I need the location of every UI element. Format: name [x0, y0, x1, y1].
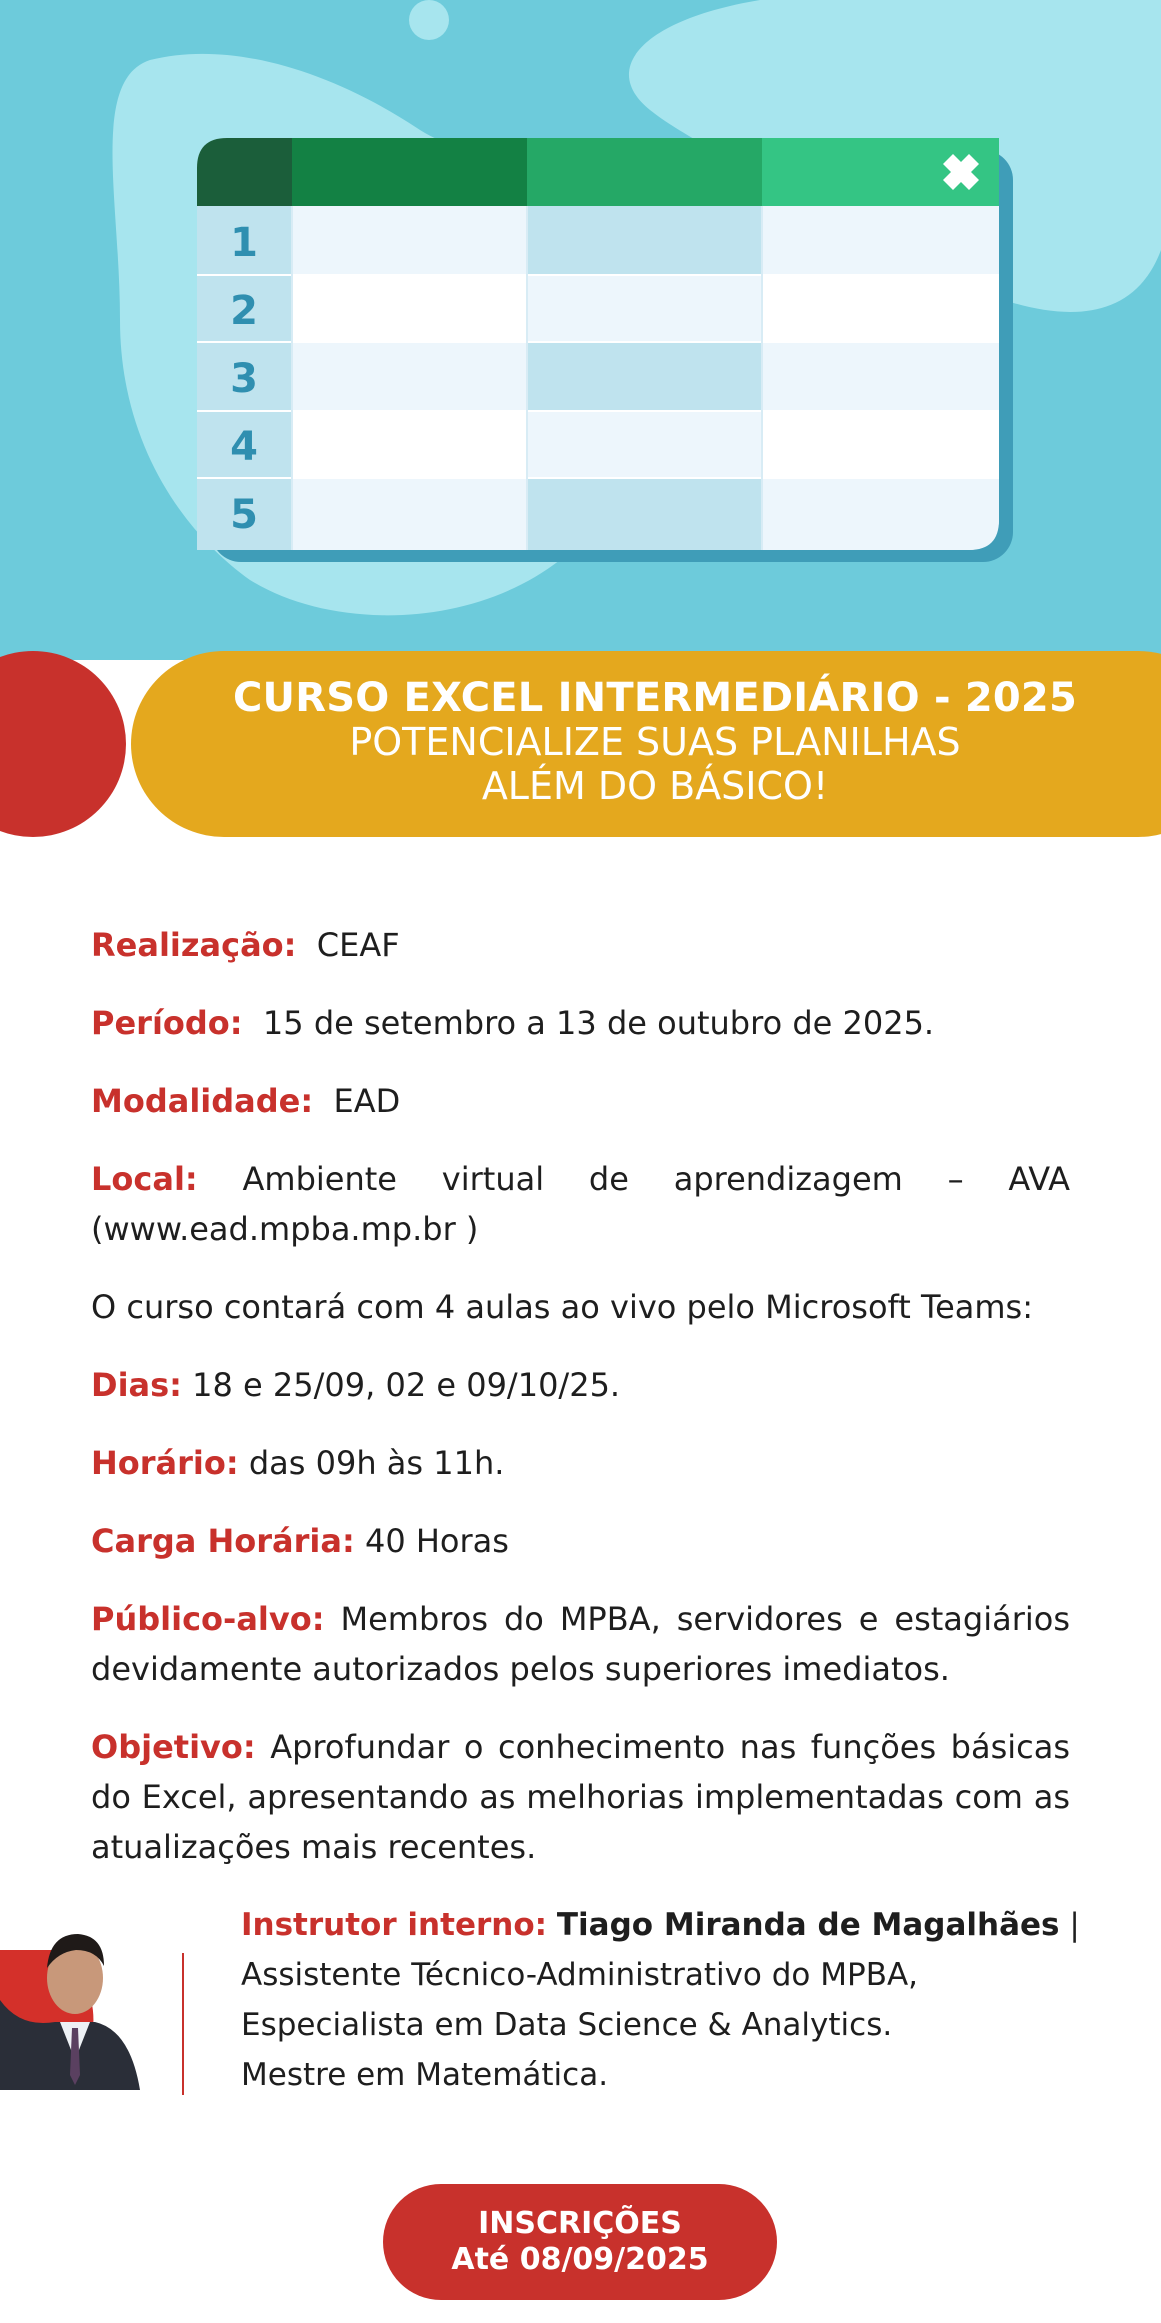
publico-value: Membros do MPBA, servidores e estagiários devidamente autorizados pelos superiores imediatos.	[91, 1600, 1071, 1688]
row-number-3: 3	[230, 356, 258, 402]
info-modalidade	[91, 1076, 1070, 1126]
course-info	[91, 920, 1070, 1900]
sheet-header-mid	[292, 138, 527, 206]
course-subtitle	[131, 720, 1161, 808]
realizacao-value: CEAF	[316, 926, 400, 964]
carga-value: 40 Horas	[364, 1522, 509, 1560]
row-number-4: 4	[230, 424, 258, 470]
info-realizacao	[91, 920, 1070, 970]
banner-text	[131, 676, 1161, 808]
horario-label: Horário:	[91, 1444, 239, 1482]
periodo-value: 15 de setembro a 13 de outubro de 2025.	[262, 1004, 935, 1042]
course-title: CURSO EXCEL INTERMEDIÁRIO - 2025	[232, 675, 1078, 721]
decor-bubble	[409, 0, 449, 40]
spreadsheet-illustration	[0, 0, 1161, 660]
instructor-label: Instrutor interno:	[241, 1907, 548, 1943]
sheet-header-light	[527, 138, 762, 206]
local-value: Ambiente virtual de aprendizagem – AVA (www.ead.mpba.mp.br )	[91, 1160, 1071, 1248]
instructor-divider	[182, 1953, 184, 2095]
info-aulas: O curso contará com 4 aulas ao vivo pelo Microsoft Teams:	[91, 1288, 1033, 1326]
instructor-line-2: Assistente Técnico-Administrativo do MPBA,	[241, 1957, 919, 1993]
horario-value: das 09h às 11h.	[248, 1444, 505, 1482]
registration-button[interactable]	[383, 2184, 777, 2300]
dias-value: 18 e 25/09, 02 e 09/10/25.	[192, 1366, 621, 1404]
subtitle-line-2: ALÉM DO BÁSICO!	[481, 764, 829, 808]
sheet-header-dark	[197, 138, 292, 206]
instructor-line-3: Especialista em Data Science & Analytics.	[241, 2007, 893, 2043]
periodo-label: Período:	[91, 1004, 243, 1042]
dias-label: Dias:	[91, 1366, 182, 1404]
banner-red-circle	[0, 651, 126, 837]
subtitle-line-1: POTENCIALIZE SUAS PLANILHAS	[349, 720, 961, 764]
local-label: Local:	[91, 1160, 198, 1198]
instructor-line-1	[241, 1900, 1121, 1950]
info-carga	[91, 1516, 1070, 1566]
modalidade-value: EAD	[333, 1082, 401, 1120]
realizacao-label: Realização:	[91, 926, 297, 964]
info-local	[91, 1154, 1070, 1254]
row-number-5: 5	[230, 492, 258, 538]
row-number-1: 1	[230, 220, 258, 266]
objetivo-value: Aprofundar o conhecimento nas funções básicas do Excel, apresentando as melhorias implementadas com as atualizações mais recentes.	[91, 1728, 1071, 1866]
instructor-separator: |	[1059, 1907, 1080, 1943]
hero-section	[0, 0, 1161, 660]
instructor-info	[241, 1900, 1121, 2100]
registration-label: INSCRIÇÕES	[478, 2206, 682, 2241]
instructor-line-4: Mestre em Matemática.	[241, 2057, 609, 2093]
carga-label: Carga Horária:	[91, 1522, 355, 1560]
info-dias	[91, 1360, 1070, 1410]
info-objetivo	[91, 1722, 1070, 1872]
instructor-name: Tiago Miranda de Magalhães	[556, 1907, 1060, 1943]
publico-label: Público-alvo:	[91, 1600, 325, 1638]
info-publico	[91, 1594, 1070, 1694]
row-number-2: 2	[230, 288, 258, 334]
info-periodo	[91, 998, 1070, 1048]
info-horario	[91, 1438, 1070, 1488]
modalidade-label: Modalidade:	[91, 1082, 314, 1120]
objetivo-label: Objetivo:	[91, 1728, 256, 1766]
registration-deadline: Até 08/09/2025	[451, 2242, 709, 2277]
instructor-avatar	[0, 1910, 150, 2090]
